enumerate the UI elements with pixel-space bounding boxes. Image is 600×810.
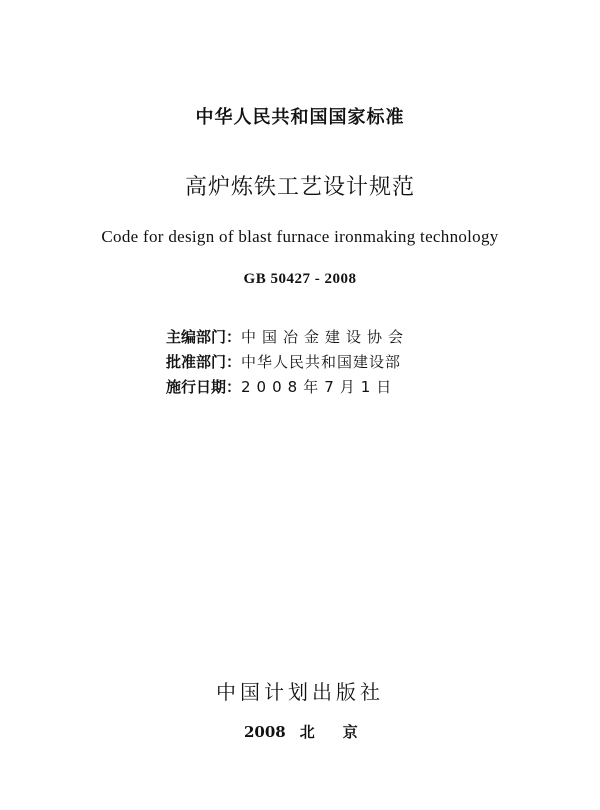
- effective-date-line: [166, 376, 397, 397]
- publisher: 中国计划出版社: [216, 680, 384, 704]
- chief-editor-line: [166, 326, 409, 347]
- effective-date-label: 施行日期：: [166, 378, 242, 396]
- effective-date-value: 2008年7月1日: [241, 378, 398, 396]
- publication-year: 2008: [244, 723, 286, 741]
- chief-editor-label: 主编部门：: [166, 328, 242, 346]
- approver-label: 批准部门：: [166, 353, 242, 371]
- title-english: Code for design of blast furnace ironmaking technology: [101, 227, 499, 246]
- standard-header: 中华人民共和国国家标准: [195, 107, 405, 128]
- approver-line: [166, 351, 401, 372]
- publication-city: 北京: [299, 723, 386, 741]
- standard-code: GB 50427 - 2008: [243, 271, 357, 287]
- publication-place-year: [244, 721, 386, 742]
- chief-editor-value: 中国冶金建设协会: [241, 328, 410, 346]
- approver-value: 中华人民共和国建设部: [241, 353, 402, 371]
- title-chinese: 高炉炼铁工艺设计规范: [184, 175, 415, 200]
